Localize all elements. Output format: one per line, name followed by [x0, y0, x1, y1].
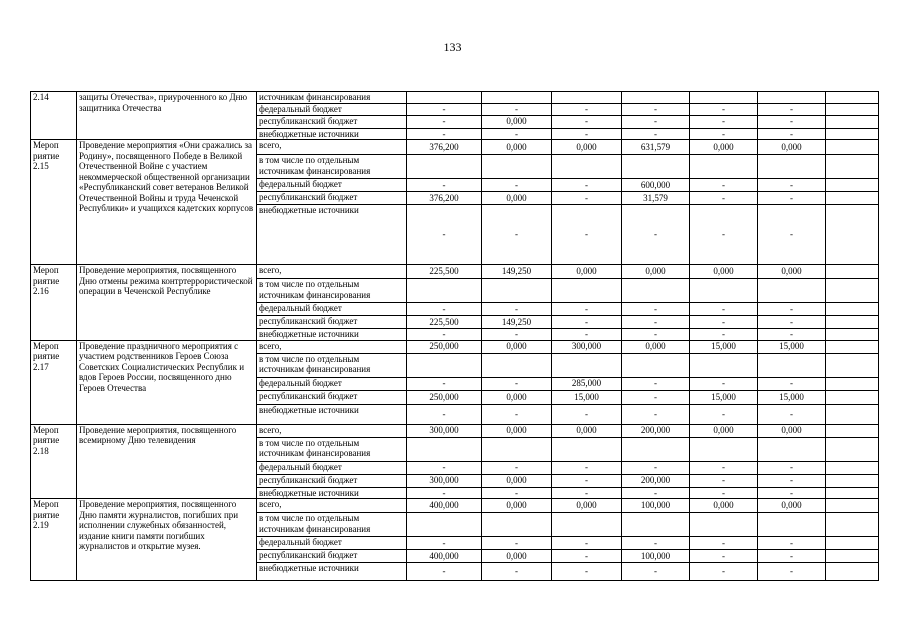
value-cell: - [690, 128, 758, 140]
value-cell: 0,000 [482, 550, 552, 563]
value-cell [622, 279, 690, 303]
value-cell: 15,000 [690, 390, 758, 404]
value-cell: - [482, 461, 552, 474]
value-cell: 0,000 [758, 424, 826, 437]
funding-source: внебюджетные источники [257, 128, 407, 140]
value-cell [622, 353, 690, 377]
value-cell: - [552, 128, 622, 140]
value-cell: - [622, 205, 690, 265]
funding-source: федеральный бюджет [257, 377, 407, 390]
value-cell: 0,000 [482, 499, 552, 513]
value-cell: 0,000 [622, 265, 690, 279]
funding-source: всего, [257, 340, 407, 353]
measure-title: защиты Отечества», приуроченного ко Дню защитника Отечества [77, 92, 257, 140]
page-number: 133 [443, 40, 462, 54]
value-cell: - [407, 128, 482, 140]
value-cell: 0,000 [552, 140, 622, 155]
value-cell [758, 513, 826, 537]
value-cell [826, 205, 879, 265]
value-cell: - [622, 377, 690, 390]
value-cell [826, 537, 879, 550]
value-cell: - [407, 487, 482, 499]
value-cell: 149,250 [482, 265, 552, 279]
value-cell [552, 92, 622, 104]
value-cell [482, 155, 552, 179]
value-cell: - [758, 537, 826, 550]
value-cell: - [407, 115, 482, 128]
value-cell: 400,000 [407, 499, 482, 513]
table-row [31, 499, 879, 513]
value-cell: - [552, 550, 622, 563]
value-cell: 400,000 [407, 550, 482, 563]
value-cell: - [690, 115, 758, 128]
value-cell: - [552, 537, 622, 550]
value-cell: 0,000 [482, 140, 552, 155]
value-cell: 285,000 [552, 377, 622, 390]
value-cell: 15,000 [758, 390, 826, 404]
value-cell [826, 474, 879, 487]
value-cell: - [758, 179, 826, 192]
value-cell: - [690, 474, 758, 487]
funding-source: федеральный бюджет [257, 461, 407, 474]
value-cell [826, 390, 879, 404]
value-cell [826, 265, 879, 279]
value-cell: 15,000 [690, 340, 758, 353]
value-cell [690, 279, 758, 303]
value-cell [407, 513, 482, 537]
value-cell: - [552, 404, 622, 424]
funding-source: республиканский бюджет [257, 474, 407, 487]
value-cell: - [622, 461, 690, 474]
value-cell [826, 316, 879, 329]
value-cell [482, 437, 552, 461]
value-cell: - [690, 316, 758, 329]
value-cell [826, 437, 879, 461]
table-row [31, 265, 879, 279]
value-cell: - [758, 487, 826, 499]
value-cell [826, 103, 879, 115]
value-cell [552, 513, 622, 537]
value-cell: - [690, 192, 758, 205]
value-cell: - [407, 303, 482, 316]
value-cell: - [552, 461, 622, 474]
value-cell [826, 303, 879, 316]
value-cell: - [758, 474, 826, 487]
value-cell: - [690, 179, 758, 192]
value-cell [407, 279, 482, 303]
value-cell [622, 92, 690, 104]
value-cell: - [622, 487, 690, 499]
value-cell [622, 155, 690, 179]
value-cell [758, 155, 826, 179]
value-cell [690, 513, 758, 537]
value-cell [552, 155, 622, 179]
value-cell: - [758, 377, 826, 390]
value-cell [826, 140, 879, 155]
value-cell: 0,000 [552, 424, 622, 437]
value-cell: - [552, 205, 622, 265]
value-cell: 0,000 [690, 424, 758, 437]
value-cell [407, 353, 482, 377]
value-cell [552, 437, 622, 461]
value-cell: 0,000 [758, 140, 826, 155]
value-cell: 250,000 [407, 340, 482, 353]
value-cell: - [758, 192, 826, 205]
value-cell: - [622, 563, 690, 581]
table-row [31, 92, 879, 104]
value-cell: 250,000 [407, 390, 482, 404]
value-cell [826, 377, 879, 390]
value-cell: - [407, 103, 482, 115]
funding-source: всего, [257, 424, 407, 437]
value-cell: - [622, 329, 690, 341]
value-cell [826, 404, 879, 424]
measure-title: Проведение праздничного мероприятия с участием родственников Героев Союза Советских Социалистических Республик и вдов Героев России, посвященного дню Героев Отечества [77, 340, 257, 424]
value-cell: - [690, 563, 758, 581]
value-cell: - [622, 303, 690, 316]
funding-source: в том числе по отдельным источникам финансирования [257, 437, 407, 461]
value-cell: - [758, 461, 826, 474]
value-cell: - [482, 205, 552, 265]
value-cell [826, 550, 879, 563]
value-cell: 225,500 [407, 316, 482, 329]
value-cell [826, 279, 879, 303]
table-row [31, 340, 879, 353]
funding-source: внебюджетные источники [257, 404, 407, 424]
value-cell: - [758, 316, 826, 329]
value-cell: - [552, 303, 622, 316]
value-cell [552, 279, 622, 303]
value-cell: - [552, 329, 622, 341]
value-cell [407, 437, 482, 461]
value-cell: 0,000 [552, 265, 622, 279]
value-cell [758, 279, 826, 303]
value-cell: - [622, 128, 690, 140]
value-cell: - [482, 563, 552, 581]
value-cell [826, 155, 879, 179]
funding-source: республиканский бюджет [257, 115, 407, 128]
value-cell: - [482, 179, 552, 192]
value-cell [826, 340, 879, 353]
value-cell [826, 424, 879, 437]
value-cell [482, 279, 552, 303]
value-cell: - [482, 487, 552, 499]
value-cell: - [622, 316, 690, 329]
funding-source: республиканский бюджет [257, 550, 407, 563]
value-cell [826, 115, 879, 128]
value-cell: - [552, 316, 622, 329]
value-cell: 600,000 [622, 179, 690, 192]
value-cell [407, 92, 482, 104]
funding-source: республиканский бюджет [257, 316, 407, 329]
value-cell [826, 179, 879, 192]
value-cell: - [407, 329, 482, 341]
value-cell: 376,200 [407, 192, 482, 205]
funding-source: федеральный бюджет [257, 103, 407, 115]
value-cell: 31,579 [622, 192, 690, 205]
value-cell: 0,000 [690, 499, 758, 513]
financing-table [30, 91, 879, 581]
value-cell: 0,000 [482, 192, 552, 205]
measure-id: Мероп риятие 2.18 [31, 424, 77, 499]
value-cell [482, 92, 552, 104]
measure-id: Мероп риятие 2.17 [31, 340, 77, 424]
value-cell: 15,000 [758, 340, 826, 353]
value-cell [622, 437, 690, 461]
value-cell [826, 192, 879, 205]
value-cell: 0,000 [482, 390, 552, 404]
value-cell: - [690, 103, 758, 115]
value-cell: - [407, 404, 482, 424]
value-cell [552, 353, 622, 377]
value-cell: 0,000 [758, 265, 826, 279]
value-cell: - [622, 115, 690, 128]
value-cell: - [758, 550, 826, 563]
measure-title: Проведение мероприятия, посвященного всемирному Дню телевидения [77, 424, 257, 499]
value-cell [826, 329, 879, 341]
value-cell [690, 92, 758, 104]
funding-source: республиканский бюджет [257, 390, 407, 404]
value-cell: - [482, 303, 552, 316]
value-cell [482, 513, 552, 537]
funding-source: в том числе по отдельным источникам финансирования [257, 279, 407, 303]
funding-source: внебюджетные источники [257, 329, 407, 341]
value-cell: 0,000 [690, 265, 758, 279]
value-cell: 0,000 [622, 340, 690, 353]
value-cell: 0,000 [482, 340, 552, 353]
value-cell: 0,000 [482, 424, 552, 437]
value-cell: 200,000 [622, 474, 690, 487]
funding-source: федеральный бюджет [257, 179, 407, 192]
funding-source: в том числе по отдельным источникам финансирования [257, 155, 407, 179]
value-cell [758, 437, 826, 461]
value-cell: - [690, 205, 758, 265]
measure-title: Проведение мероприятия «Они сражались за Родину», посвященного Победе в Великой Отечественной Войне с участием некоммерческой общественной организации «Республиканский совет ветеранов Великой Отечественной Войны и труда Чеченской Республики» и учащихся кадетских корпусов [77, 140, 257, 265]
value-cell: 300,000 [552, 340, 622, 353]
value-cell: - [690, 377, 758, 390]
value-cell: - [758, 128, 826, 140]
value-cell: - [407, 563, 482, 581]
value-cell: - [482, 377, 552, 390]
value-cell [826, 563, 879, 581]
funding-source: всего, [257, 265, 407, 279]
value-cell: - [482, 404, 552, 424]
funding-source: всего, [257, 499, 407, 513]
value-cell [690, 437, 758, 461]
table-row [31, 140, 879, 155]
value-cell: 0,000 [758, 499, 826, 513]
value-cell: 376,200 [407, 140, 482, 155]
value-cell [690, 155, 758, 179]
measure-title: Проведение мероприятия, посвященного Дню памяти журналистов, погибших при исполнении служебных обязанностей, издание книги памяти погибших журналистов и открытие музея. [77, 499, 257, 581]
value-cell: 100,000 [622, 499, 690, 513]
value-cell: - [482, 329, 552, 341]
value-cell: 200,000 [622, 424, 690, 437]
funding-source: всего, [257, 140, 407, 155]
value-cell [407, 155, 482, 179]
value-cell: 0,000 [482, 474, 552, 487]
value-cell: - [552, 192, 622, 205]
funding-source: внебюджетные источники [257, 205, 407, 265]
value-cell [826, 92, 879, 104]
value-cell: - [482, 103, 552, 115]
measure-id: Мероп риятие 2.16 [31, 265, 77, 341]
funding-source: федеральный бюджет [257, 537, 407, 550]
table-row [31, 424, 879, 437]
value-cell: - [758, 103, 826, 115]
value-cell: 149,250 [482, 316, 552, 329]
value-cell: - [407, 205, 482, 265]
value-cell: 300,000 [407, 474, 482, 487]
value-cell [826, 353, 879, 377]
value-cell: - [482, 128, 552, 140]
funding-source: источникам финансирования [257, 92, 407, 104]
value-cell: - [622, 103, 690, 115]
value-cell [826, 128, 879, 140]
measure-title: Проведение мероприятия, посвященного Дню отмены режима контртеррористической операции в Чеченской Республике [77, 265, 257, 341]
value-cell: - [690, 550, 758, 563]
value-cell: - [552, 487, 622, 499]
value-cell [622, 513, 690, 537]
value-cell: 225,500 [407, 265, 482, 279]
value-cell: 0,000 [552, 499, 622, 513]
value-cell: - [758, 329, 826, 341]
value-cell: - [407, 537, 482, 550]
value-cell: 100,000 [622, 550, 690, 563]
value-cell [826, 461, 879, 474]
funding-source: в том числе по отдельным источникам финансирования [257, 513, 407, 537]
value-cell: - [758, 404, 826, 424]
value-cell [826, 513, 879, 537]
value-cell: - [758, 303, 826, 316]
value-cell: - [622, 404, 690, 424]
value-cell: - [622, 537, 690, 550]
value-cell [826, 499, 879, 513]
value-cell: - [552, 474, 622, 487]
value-cell: 0,000 [690, 140, 758, 155]
value-cell: - [407, 179, 482, 192]
value-cell: - [552, 115, 622, 128]
value-cell [758, 92, 826, 104]
value-cell: - [552, 563, 622, 581]
value-cell: - [690, 303, 758, 316]
measure-id: Мероп риятие 2.15 [31, 140, 77, 265]
value-cell: 300,000 [407, 424, 482, 437]
funding-source: внебюджетные источники [257, 563, 407, 581]
value-cell: - [622, 390, 690, 404]
value-cell: - [407, 461, 482, 474]
value-cell: - [690, 537, 758, 550]
value-cell: - [407, 377, 482, 390]
funding-source: федеральный бюджет [257, 303, 407, 316]
funding-source: внебюджетные источники [257, 487, 407, 499]
value-cell: 15,000 [552, 390, 622, 404]
value-cell: - [690, 329, 758, 341]
value-cell [482, 353, 552, 377]
measure-id: 2.14 [31, 92, 77, 140]
value-cell: - [552, 103, 622, 115]
value-cell: - [758, 563, 826, 581]
value-cell: - [758, 205, 826, 265]
value-cell: - [690, 461, 758, 474]
funding-source: в том числе по отдельным источникам финансирования [257, 353, 407, 377]
value-cell: 0,000 [482, 115, 552, 128]
value-cell [758, 353, 826, 377]
funding-source: республиканский бюджет [257, 192, 407, 205]
value-cell [826, 487, 879, 499]
value-cell: - [552, 179, 622, 192]
value-cell: - [690, 487, 758, 499]
value-cell: 631,579 [622, 140, 690, 155]
value-cell [690, 353, 758, 377]
value-cell: - [690, 404, 758, 424]
measure-id: Мероп риятие 2.19 [31, 499, 77, 581]
value-cell: - [482, 537, 552, 550]
value-cell: - [758, 115, 826, 128]
